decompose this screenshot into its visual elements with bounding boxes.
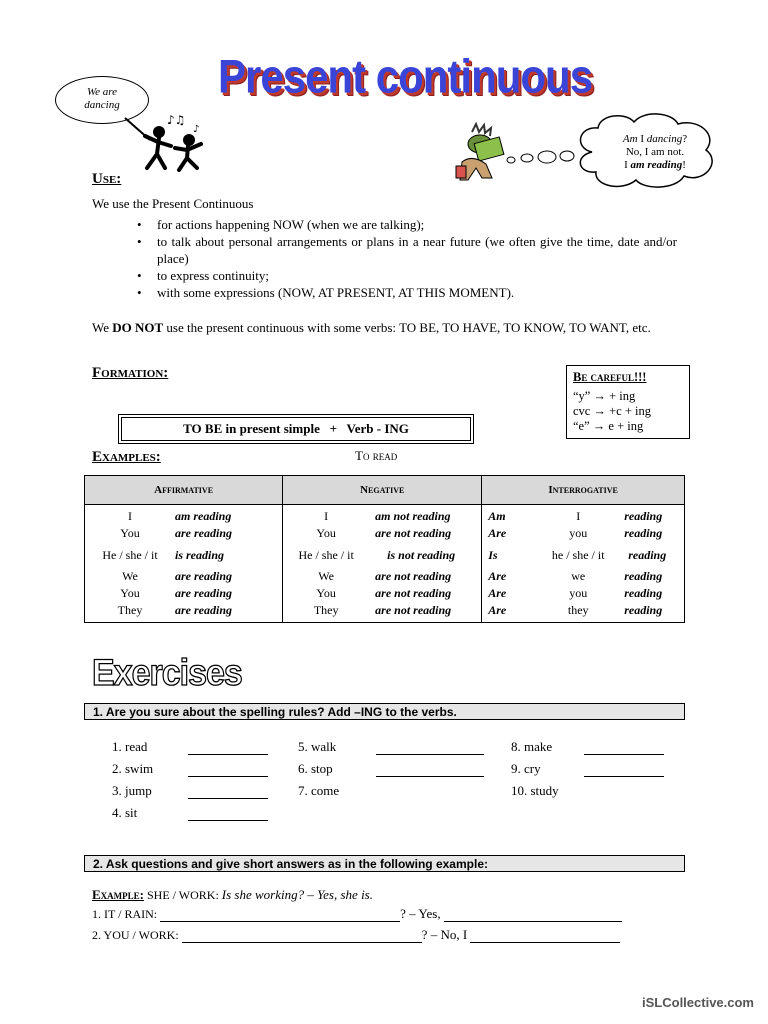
answer-blank[interactable]: [470, 928, 620, 943]
footer-watermark: iSLCollective.com: [642, 995, 754, 1010]
thought-text: Am I dancing? No, I am not. I am reading!: [622, 133, 688, 171]
formula-text: TO BE in present simple + Verb - ING: [121, 417, 471, 441]
formation-heading: Formation:: [92, 365, 169, 381]
dancers-icon: [115, 110, 215, 172]
speech-bubble-left: We are dancing: [55, 76, 149, 124]
svg-text:♪♫: ♪♫: [167, 113, 186, 127]
careful-box: Be careful!!! “y” → + ing cvc → +c + ing “e” → e + ing: [566, 365, 690, 439]
exercise-2-item-2: 2. YOU / WORK: ? – No, I: [92, 927, 620, 943]
exercise-2-example: Example: SHE / WORK: Is she working? – Yes, she is.: [92, 887, 373, 902]
header-negative: Negative: [283, 476, 482, 505]
page-title: Present continuous: [218, 50, 593, 103]
exercise-1-col2: 5. walk 6. stop 7. come: [298, 736, 484, 802]
header-affirmative: Affirmative: [85, 476, 283, 505]
careful-rule: cvc → +c + ing: [573, 404, 651, 418]
header-interrogative: Interrogative: [482, 476, 685, 505]
exercises-title: Exercises: [92, 652, 242, 694]
careful-rule: “y” → + ing: [573, 389, 636, 403]
answer-blank[interactable]: [188, 784, 268, 799]
answer-blank[interactable]: [376, 762, 484, 777]
examples-verb: To read: [355, 448, 398, 463]
careful-rule: “e” → e + ing: [573, 419, 644, 433]
exercise-1-bar: 1. Are you sure about the spelling rules? Add –ING to the verbs.: [84, 703, 685, 720]
negative-column: I am not reading You are not reading He / she / it is not reading We are not reading You are not reading They are not reading: [283, 505, 482, 623]
exercise-1-col1: 1. read 2. swim 3. jump 4. sit: [112, 736, 268, 824]
use-intro: We use the Present Continuous: [92, 196, 254, 211]
use-bullet: • to express continuity;: [137, 267, 677, 284]
exercise-1-col3: 8. make 9. cry 10. study: [511, 736, 664, 802]
answer-blank[interactable]: [188, 740, 268, 755]
exercise-2-item-1: 1. IT / RAIN: ? – Yes,: [92, 906, 622, 922]
answer-blank[interactable]: [584, 740, 664, 755]
thought-dots: [505, 147, 575, 169]
formula-box: [118, 414, 474, 444]
answer-blank[interactable]: [188, 762, 268, 777]
svg-text:♪: ♪: [193, 124, 200, 135]
examples-heading: Examples:: [92, 449, 161, 465]
affirmative-column: I am reading You are reading He / she / it is reading We are reading You are reading They are reading: [85, 505, 283, 623]
interrogative-column: Am I reading Are you reading Is he / she / it reading Are we reading Are you reading Are they reading: [482, 505, 685, 623]
answer-blank[interactable]: [444, 907, 622, 922]
use-bullet: • to talk about personal arrangements or plans in a near future (we often give the time, date and/or place): [137, 233, 677, 267]
answer-blank[interactable]: [188, 806, 268, 821]
answer-blank[interactable]: [376, 740, 484, 755]
exercise-2-bar: 2. Ask questions and give short answers as in the following example:: [84, 855, 685, 872]
use-bullets: [137, 216, 677, 301]
answer-blank[interactable]: [584, 762, 664, 777]
use-heading: Use:: [92, 171, 122, 187]
do-not-note: We DO NOT use the present continuous with some verbs: TO BE, TO HAVE, TO KNOW, TO WANT, etc.: [92, 320, 651, 335]
use-bullet: • with some expressions (NOW, AT PRESENT, AT THIS MOMENT).: [137, 284, 677, 301]
answer-blank[interactable]: [182, 928, 422, 943]
answer-blank[interactable]: [160, 907, 400, 922]
conjugation-table: [84, 475, 685, 623]
use-bullet: • for actions happening NOW (when we are talking);: [137, 216, 677, 233]
